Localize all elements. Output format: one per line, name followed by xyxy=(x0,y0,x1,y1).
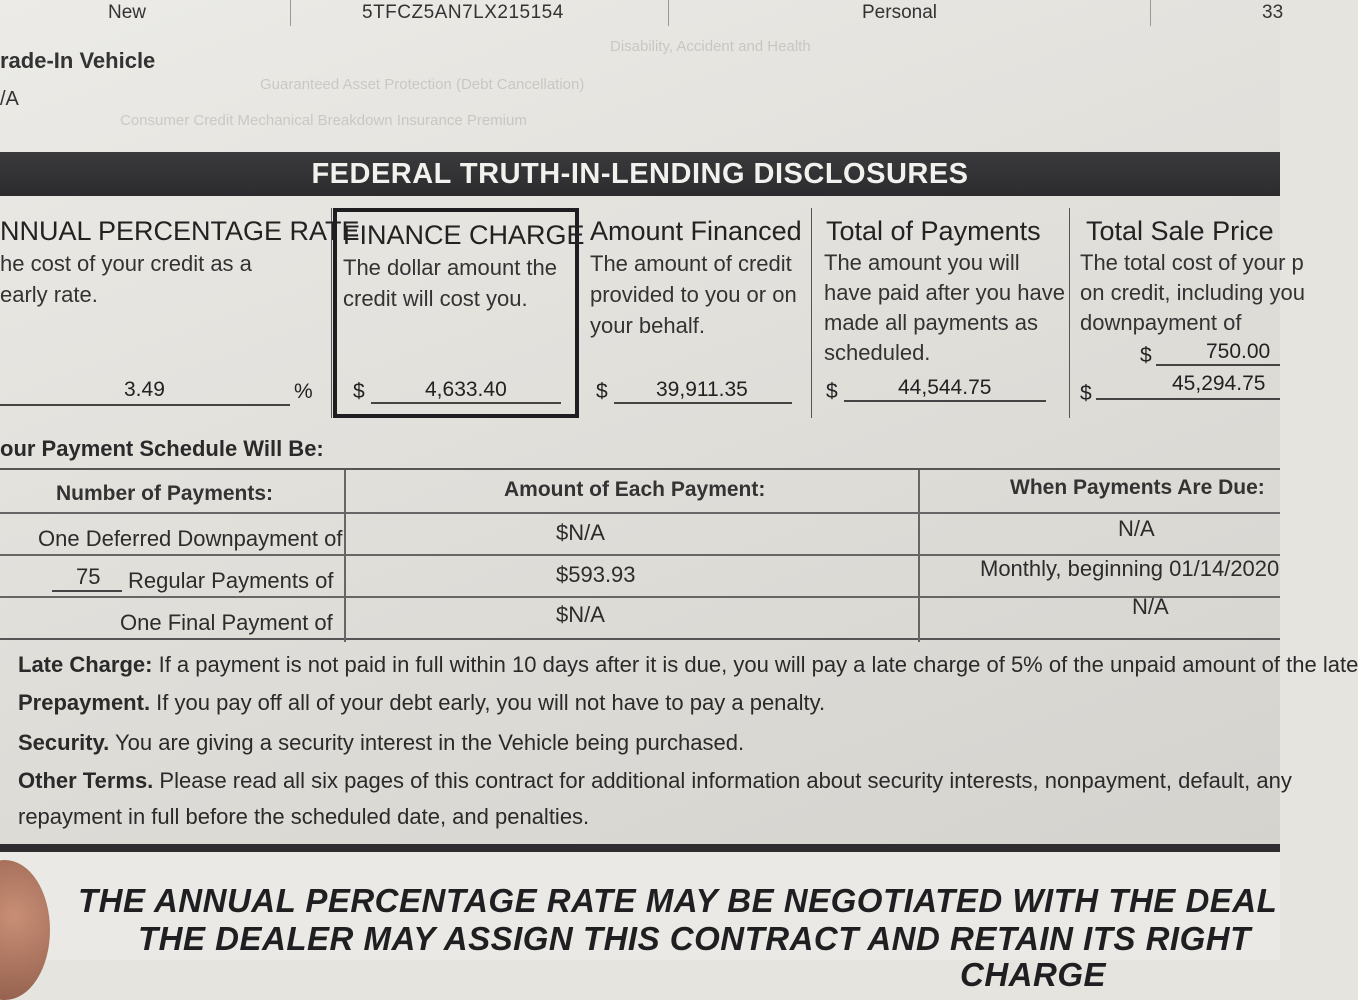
schedule-row-amount: $593.93 xyxy=(556,562,636,587)
divider xyxy=(668,0,669,26)
count-underline xyxy=(52,590,122,592)
apr-box xyxy=(0,208,360,418)
total-payments-value: 44,544.75 xyxy=(898,376,992,399)
apr-underline xyxy=(0,404,290,406)
apr-unit: % xyxy=(294,380,313,403)
total-payments-underline xyxy=(844,400,1046,402)
trade-in-value: /A xyxy=(0,88,19,110)
total-sale-price-title: Total Sale Price xyxy=(1086,216,1274,246)
payment-schedule-table xyxy=(0,468,1280,640)
vehicle-vin: 5TFCZ5AN7LX215154 xyxy=(362,2,564,23)
prepayment-label: Prepayment. xyxy=(18,690,151,715)
finance-charge-description xyxy=(343,252,557,314)
late-charge-label: Late Charge: xyxy=(18,652,153,677)
total-payments-description-line: The amount you will xyxy=(824,250,1020,275)
schedule-row-when: Monthly, beginning 01/14/2020 xyxy=(980,556,1280,581)
bleed-through-text: Consumer Credit Mechanical Breakdown Insurance Premium xyxy=(120,112,527,129)
vehicle-info-row xyxy=(0,0,1284,24)
security-term xyxy=(18,730,744,756)
divider xyxy=(1150,0,1151,26)
amount-financed-description-line: your behalf. xyxy=(590,313,705,338)
table-divider xyxy=(0,596,1280,598)
finance-charge-currency: $ xyxy=(353,380,365,403)
total-payments-currency: $ xyxy=(826,380,838,403)
finance-charge-box xyxy=(333,208,585,418)
schedule-row-count: 75 xyxy=(76,564,101,589)
warning-line: CHARGE xyxy=(960,956,1107,993)
apr-value: 3.49 xyxy=(124,378,165,401)
schedule-row-label: One Final Payment of xyxy=(120,610,333,635)
total-sale-price-box xyxy=(1072,208,1306,418)
schedule-row-when: N/A xyxy=(1132,594,1169,619)
finance-charge-value: 4,633.40 xyxy=(425,378,507,401)
total-sale-price-currency: $ xyxy=(1080,382,1092,405)
total-sale-price-underline xyxy=(1096,398,1280,400)
warning-line: THE DEALER MAY ASSIGN THIS CONTRACT AND RETAIN ITS RIGHT xyxy=(138,920,1251,957)
downpayment-underline xyxy=(1156,364,1280,366)
finance-charge-description-line: credit will cost you. xyxy=(343,286,528,311)
total-payments-description-line: have paid after you have xyxy=(824,280,1065,305)
header-amount-of-payment: Amount of Each Payment: xyxy=(504,478,766,501)
bleed-through-text: Disability, Accident and Health xyxy=(610,38,811,55)
late-charge-term xyxy=(18,652,1358,678)
finance-charge-underline xyxy=(371,402,561,404)
amount-financed-value: 39,911.35 xyxy=(656,378,748,401)
amount-financed-description-line: provided to you or on xyxy=(590,282,797,307)
vehicle-partial-field: 33 xyxy=(1262,2,1284,23)
total-sale-price-description-line: downpayment of xyxy=(1080,310,1242,335)
downpayment-currency: $ xyxy=(1140,344,1152,367)
schedule-row-when: N/A xyxy=(1118,516,1155,541)
amount-financed-description-line: The amount of credit xyxy=(590,251,792,276)
assignment-warning-band xyxy=(0,844,1280,993)
total-sale-price-description-line: on credit, including you xyxy=(1080,280,1306,305)
vehicle-use: Personal xyxy=(862,2,937,23)
other-terms xyxy=(18,768,1292,794)
header-number-of-payments: Number of Payments: xyxy=(56,482,274,505)
total-sale-price-description xyxy=(1080,248,1305,338)
finance-charge-title: FINANCE CHARGE xyxy=(343,220,585,250)
warning-line: THE ANNUAL PERCENTAGE RATE MAY BE NEGOTIATED WITH THE DEAL xyxy=(78,882,1278,919)
other-terms-label: Other Terms. xyxy=(18,768,154,793)
total-payments-title: Total of Payments xyxy=(826,216,1041,246)
apr-title: NNUAL PERCENTAGE RATE xyxy=(0,216,360,246)
header-when-due: When Payments Are Due: xyxy=(1010,476,1265,499)
divider xyxy=(290,0,291,26)
schedule-row-label: One Deferred Downpayment of xyxy=(38,526,343,551)
tila-heading: FEDERAL TRUTH-IN-LENDING DISCLOSURES xyxy=(0,152,1280,196)
security-text: You are giving a security interest in the Vehicle being purchased. xyxy=(109,730,745,755)
payment-schedule-title: our Payment Schedule Will Be: xyxy=(0,436,324,461)
amount-financed-underline xyxy=(614,402,792,404)
total-sale-price-description-line: The total cost of your p xyxy=(1080,250,1304,275)
prepayment-term xyxy=(18,690,825,716)
schedule-row-amount: $N/A xyxy=(556,520,605,545)
schedule-row-label: Regular Payments of xyxy=(128,568,334,593)
vehicle-condition: New xyxy=(108,2,147,23)
other-terms-continued: repayment in full before the scheduled date, and penalties. xyxy=(18,804,590,829)
table-divider xyxy=(344,470,346,642)
downpayment-value: 750.00 xyxy=(1206,340,1271,363)
other-terms-text: Please read all six pages of this contract for additional information about security interests, nonpayment, default, any xyxy=(153,768,1292,793)
bleed-through-text: Guaranteed Asset Protection (Debt Cancellation) xyxy=(260,76,585,93)
total-sale-price-value: 45,294.75 xyxy=(1172,372,1266,395)
finance-charge-description-line: The dollar amount the xyxy=(343,255,558,280)
schedule-row-amount: $N/A xyxy=(556,602,605,627)
total-payments-description-line: made all payments as xyxy=(824,310,1038,335)
tila-disclosure-boxes xyxy=(0,208,1306,418)
apr-description-line: he cost of your credit as a xyxy=(0,251,252,276)
amount-financed-title: Amount Financed xyxy=(590,216,802,246)
apr-description-line: early rate. xyxy=(0,282,98,307)
trade-in-label: rade-In Vehicle xyxy=(0,48,156,73)
apr-description xyxy=(0,248,252,310)
total-payments-description xyxy=(824,248,1065,368)
late-charge-text: If a payment is not paid in full within 10 days after it is due, you will pay a late charge of 5% of the unpaid amount of the late xyxy=(152,652,1358,677)
amount-financed-description xyxy=(590,248,797,341)
prepayment-text: If you pay off all of your debt early, you will not have to pay a penalty. xyxy=(150,690,826,715)
total-payments-box xyxy=(812,208,1070,418)
amount-financed-currency: $ xyxy=(596,380,608,403)
total-payments-description-line: scheduled. xyxy=(824,340,931,365)
amount-financed-box xyxy=(584,208,812,418)
table-divider xyxy=(918,470,920,642)
table-divider xyxy=(0,512,1280,514)
security-label: Security. xyxy=(18,730,110,755)
